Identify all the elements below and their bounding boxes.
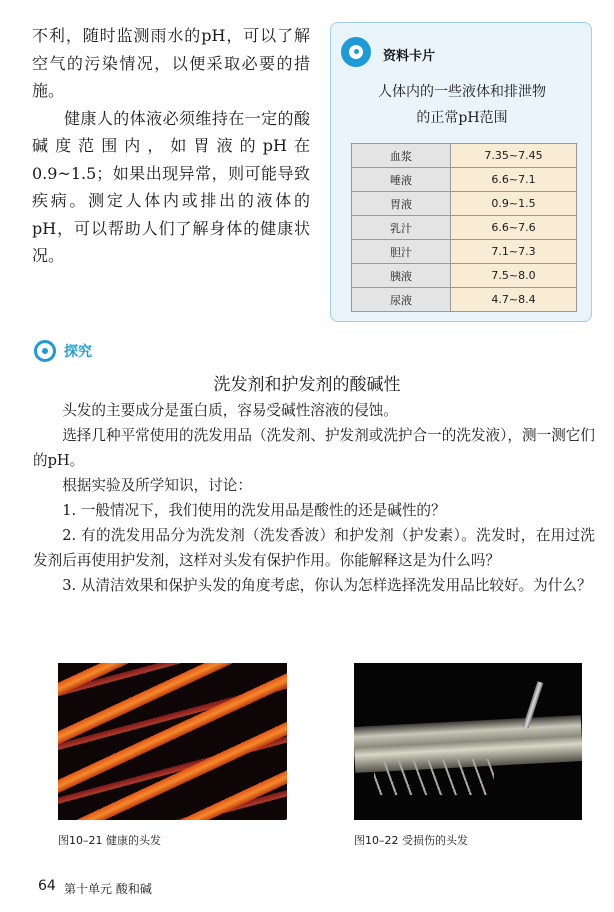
info-card-title: 人体内的一些液体和排泄物: [378, 84, 546, 100]
ph-range-table: [351, 143, 577, 312]
figure-caption: 图10–21 健康的头发: [58, 834, 161, 847]
table-cell-range: 0.9~1.5: [451, 192, 577, 216]
table-cell-range: 4.7~8.4: [451, 288, 577, 312]
info-card-title: 的正常pH范围: [416, 110, 508, 126]
question-item: 3. 从清洁效果和保护头发的角度考虑，你认为怎样选择洗发用品比较好。为什么？: [62, 577, 592, 594]
table-row: [352, 192, 577, 216]
table-cell-range: 7.35~7.45: [451, 144, 577, 168]
paragraph: 根据实验及所学知识，讨论：: [62, 477, 252, 494]
table-cell-name: 胃液: [352, 192, 451, 216]
paragraph: 不利，随时监测雨水的pH，可以了解空气的污染情况，以便采取必要的措施。: [32, 26, 310, 100]
table-row: [352, 240, 577, 264]
table-row: [352, 264, 577, 288]
table-row: [352, 216, 577, 240]
table-cell-range: 7.5~8.0: [451, 264, 577, 288]
table-cell-range: 6.6~7.1: [451, 168, 577, 192]
table-cell-range: 7.1~7.3: [451, 240, 577, 264]
table-row: [352, 288, 577, 312]
damaged-hair-image: [354, 663, 582, 820]
figure-caption: 图10–22 受损伤的头发: [354, 834, 468, 847]
explore-icon: [34, 340, 56, 362]
table-cell-name: 胰液: [352, 264, 451, 288]
info-card-label: 资料卡片: [383, 49, 436, 64]
table-cell-name: 乳汁: [352, 216, 451, 240]
table-cell-name: 唾液: [352, 168, 451, 192]
paragraph: 健康人的体液必须维持在一定的酸碱度范围内，如胃液的pH在0.9~1.5；如果出现异常，则可能导致疾病。测定人体内或排出的液体的pH，可以帮助人们了解身体的健康状况。: [32, 108, 310, 265]
page-number: 64: [38, 878, 56, 894]
question-item: 1. 一般情况下，我们使用的洗发用品是酸性的还是碱性的？: [62, 502, 446, 519]
chapter-title: 第十单元 酸和碱: [64, 882, 152, 896]
explore-title: 洗发剂和护发剂的酸碱性: [213, 375, 401, 395]
explore-body: [33, 398, 595, 598]
table-cell-name: 胆汁: [352, 240, 451, 264]
left-column-text: [32, 22, 310, 270]
paragraph: 头发的主要成分是蛋白质，容易受碱性溶液的侵蚀。: [62, 402, 398, 419]
table-cell-name: 尿液: [352, 288, 451, 312]
question-item: 2. 有的洗发用品分为洗发剂（洗发香波）和护发剂（护发素）。洗发时，在用过洗发剂后再使用护发剂，这样对头发有保护作用。你能解释这是为什么吗？: [33, 527, 595, 569]
table-cell-name: 血浆: [352, 144, 451, 168]
explore-label: 探究: [64, 344, 92, 360]
hair-frayed-cuticle: [374, 759, 494, 795]
table-row: [352, 168, 577, 192]
paragraph: 选择几种平常使用的洗发用品（洗发剂、护发剂或洗护合一的洗发液），测一测它们的pH。: [33, 427, 595, 469]
table-row: [352, 144, 577, 168]
table-cell-range: 6.6~7.6: [451, 216, 577, 240]
info-card: [330, 22, 592, 322]
info-card-icon: [341, 37, 371, 67]
healthy-hair-image: [58, 663, 287, 820]
